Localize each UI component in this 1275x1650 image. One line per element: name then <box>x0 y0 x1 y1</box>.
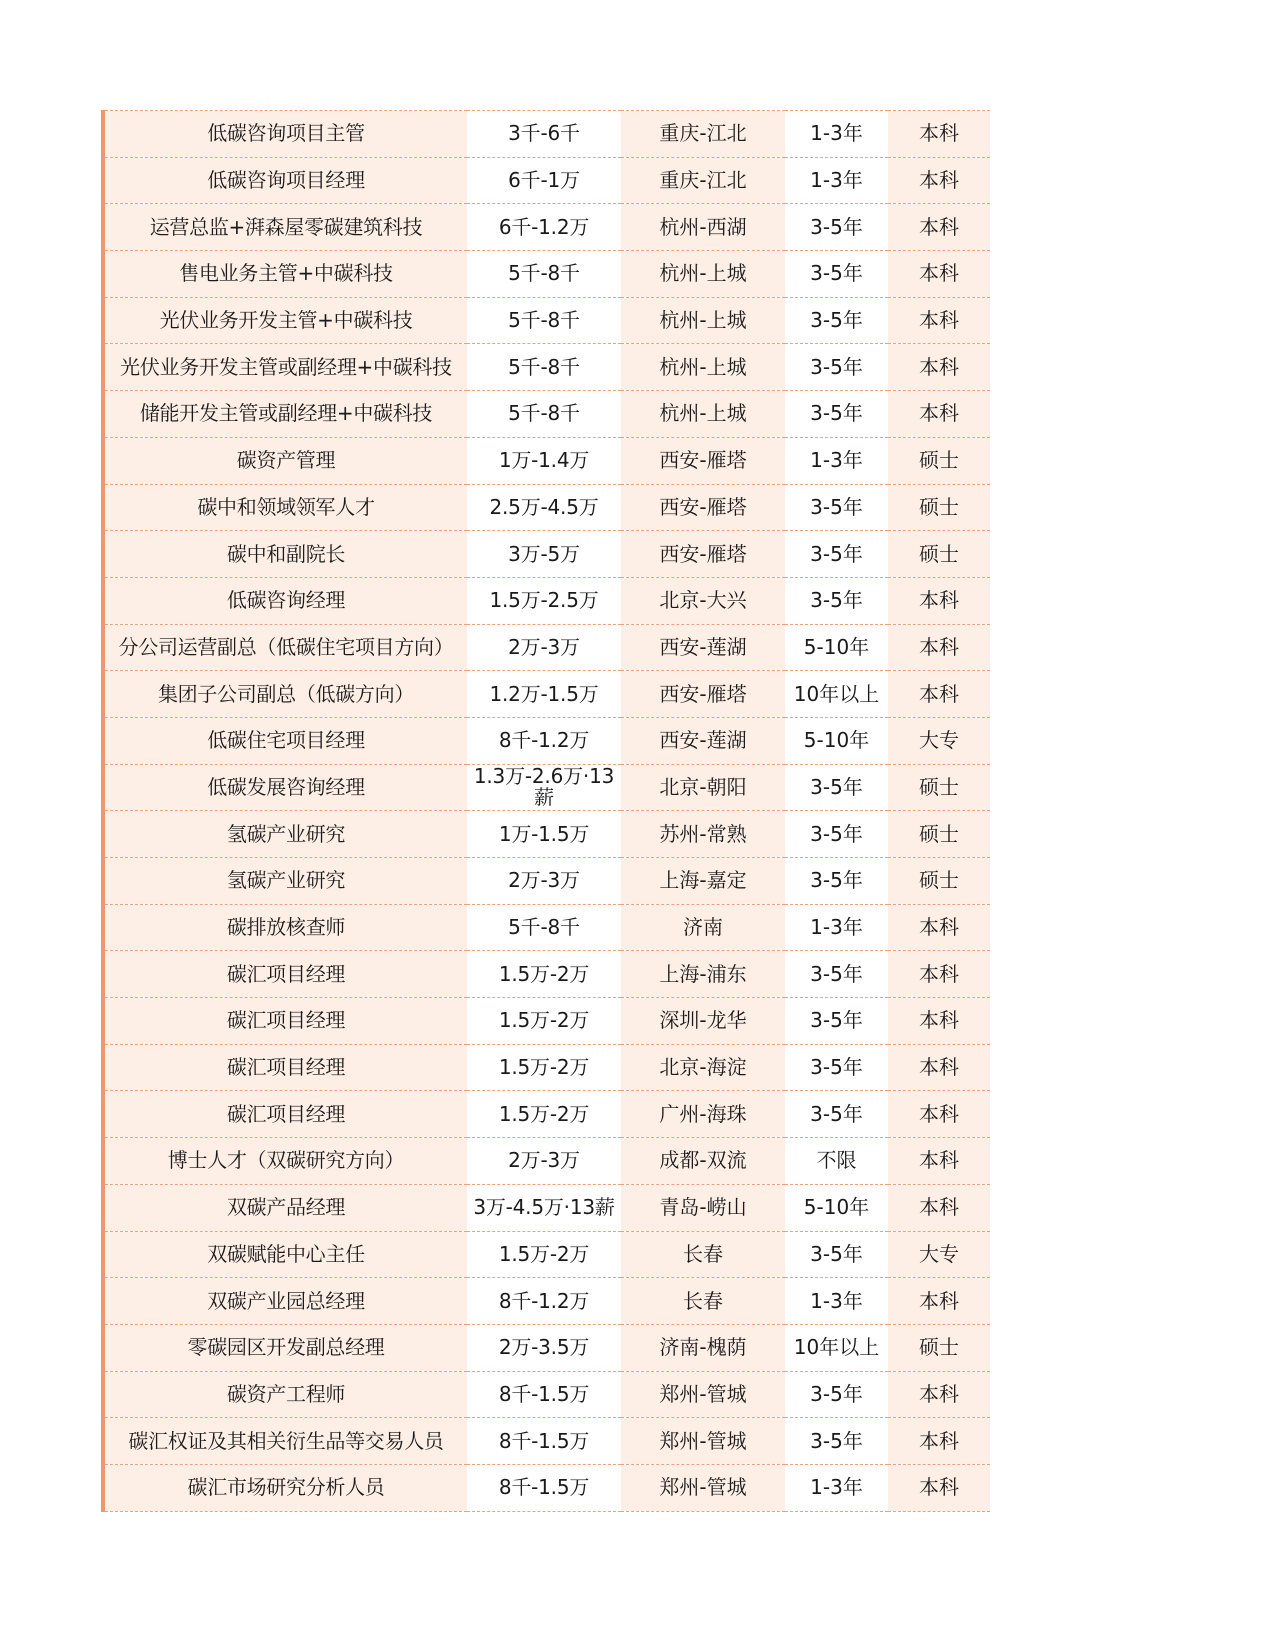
job-title-cell: 碳汇项目经理 <box>105 998 467 1045</box>
table-row <box>105 811 990 858</box>
table-row <box>105 951 990 998</box>
table-row <box>105 764 990 811</box>
table-row <box>105 204 990 251</box>
location-cell: 上海-嘉定 <box>621 858 785 905</box>
location-cell: 西安-莲湖 <box>621 717 785 764</box>
location-cell: 北京-朝阳 <box>621 764 785 811</box>
salary-cell: 6千-1万 <box>467 157 621 204</box>
education-cell: 大专 <box>888 717 990 764</box>
experience-cell: 3-5年 <box>785 1418 888 1465</box>
education-cell: 本科 <box>888 204 990 251</box>
education-cell: 本科 <box>888 998 990 1045</box>
salary-cell: 3千-6千 <box>467 111 621 158</box>
education-cell: 本科 <box>888 904 990 951</box>
experience-cell: 3-5年 <box>785 577 888 624</box>
experience-cell: 3-5年 <box>785 204 888 251</box>
table-row <box>105 1091 990 1138</box>
experience-cell: 3-5年 <box>785 484 888 531</box>
job-table-body <box>105 111 990 1512</box>
experience-cell: 3-5年 <box>785 1371 888 1418</box>
salary-cell: 2万-3.5万 <box>467 1324 621 1371</box>
table-row <box>105 717 990 764</box>
salary-cell: 1.2万-1.5万 <box>467 671 621 718</box>
job-title-cell: 碳排放核查师 <box>105 904 467 951</box>
education-cell: 本科 <box>888 577 990 624</box>
experience-cell: 3-5年 <box>785 531 888 578</box>
salary-cell: 3万-4.5万·13薪 <box>467 1184 621 1231</box>
education-cell: 本科 <box>888 1184 990 1231</box>
location-cell: 西安-雁塔 <box>621 671 785 718</box>
table-row <box>105 904 990 951</box>
salary-cell: 5千-8千 <box>467 344 621 391</box>
salary-cell: 6千-1.2万 <box>467 204 621 251</box>
job-title-cell: 零碳园区开发副总经理 <box>105 1324 467 1371</box>
job-title-cell: 低碳咨询项目主管 <box>105 111 467 158</box>
job-title-cell: 双碳赋能中心主任 <box>105 1231 467 1278</box>
table-row <box>105 531 990 578</box>
job-title-cell: 碳汇项目经理 <box>105 1091 467 1138</box>
salary-cell: 1.5万-2万 <box>467 951 621 998</box>
education-cell: 硕士 <box>888 1324 990 1371</box>
salary-cell: 1.5万-2万 <box>467 1044 621 1091</box>
education-cell: 本科 <box>888 1091 990 1138</box>
job-title-cell: 碳资产管理 <box>105 437 467 484</box>
table-row <box>105 1324 990 1371</box>
job-title-cell: 储能开发主管或副经理+中碳科技 <box>105 391 467 438</box>
table-row <box>105 1044 990 1091</box>
salary-cell: 2万-3万 <box>467 858 621 905</box>
location-cell: 郑州-管城 <box>621 1418 785 1465</box>
salary-cell: 8千-1.5万 <box>467 1418 621 1465</box>
experience-cell: 3-5年 <box>785 1231 888 1278</box>
salary-cell: 2.5万-4.5万 <box>467 484 621 531</box>
education-cell: 硕士 <box>888 437 990 484</box>
location-cell: 杭州-上城 <box>621 251 785 298</box>
location-cell: 上海-浦东 <box>621 951 785 998</box>
location-cell: 西安-雁塔 <box>621 484 785 531</box>
experience-cell: 1-3年 <box>785 111 888 158</box>
table-row <box>105 484 990 531</box>
location-cell: 济南 <box>621 904 785 951</box>
table-row <box>105 1231 990 1278</box>
experience-cell: 3-5年 <box>785 764 888 811</box>
table-row <box>105 671 990 718</box>
location-cell: 长春 <box>621 1278 785 1325</box>
table-row <box>105 858 990 905</box>
experience-cell: 5-10年 <box>785 1184 888 1231</box>
education-cell: 本科 <box>888 951 990 998</box>
location-cell: 济南-槐荫 <box>621 1324 785 1371</box>
salary-cell: 8千-1.5万 <box>467 1464 621 1511</box>
job-title-cell: 碳汇市场研究分析人员 <box>105 1464 467 1511</box>
salary-cell: 1万-1.4万 <box>467 437 621 484</box>
table-row <box>105 1184 990 1231</box>
experience-cell: 3-5年 <box>785 1044 888 1091</box>
education-cell: 本科 <box>888 251 990 298</box>
experience-cell: 1-3年 <box>785 157 888 204</box>
education-cell: 硕士 <box>888 764 990 811</box>
location-cell: 杭州-上城 <box>621 344 785 391</box>
job-title-cell: 双碳产业园总经理 <box>105 1278 467 1325</box>
table-row <box>105 1138 990 1185</box>
job-title-cell: 光伏业务开发主管+中碳科技 <box>105 297 467 344</box>
location-cell: 杭州-上城 <box>621 391 785 438</box>
job-title-cell: 售电业务主管+中碳科技 <box>105 251 467 298</box>
location-cell: 北京-大兴 <box>621 577 785 624</box>
job-title-cell: 低碳发展咨询经理 <box>105 764 467 811</box>
job-title-cell: 碳汇项目经理 <box>105 951 467 998</box>
job-title-cell: 碳汇权证及其相关衍生品等交易人员 <box>105 1418 467 1465</box>
experience-cell: 10年以上 <box>785 671 888 718</box>
location-cell: 西安-雁塔 <box>621 437 785 484</box>
location-cell: 重庆-江北 <box>621 111 785 158</box>
job-title-cell: 氢碳产业研究 <box>105 811 467 858</box>
experience-cell: 5-10年 <box>785 717 888 764</box>
location-cell: 郑州-管城 <box>621 1371 785 1418</box>
experience-cell: 3-5年 <box>785 998 888 1045</box>
table-row <box>105 577 990 624</box>
education-cell: 硕士 <box>888 484 990 531</box>
salary-cell: 8千-1.5万 <box>467 1371 621 1418</box>
table-row <box>105 1371 990 1418</box>
table-row <box>105 251 990 298</box>
education-cell: 本科 <box>888 297 990 344</box>
education-cell: 硕士 <box>888 531 990 578</box>
education-cell: 本科 <box>888 1418 990 1465</box>
education-cell: 硕士 <box>888 811 990 858</box>
salary-cell: 5千-8千 <box>467 391 621 438</box>
table-row <box>105 157 990 204</box>
experience-cell: 1-3年 <box>785 1464 888 1511</box>
job-title-cell: 氢碳产业研究 <box>105 858 467 905</box>
education-cell: 本科 <box>888 1278 990 1325</box>
experience-cell: 3-5年 <box>785 391 888 438</box>
location-cell: 杭州-西湖 <box>621 204 785 251</box>
job-title-cell: 碳中和领域领军人才 <box>105 484 467 531</box>
job-title-cell: 光伏业务开发主管或副经理+中碳科技 <box>105 344 467 391</box>
education-cell: 硕士 <box>888 858 990 905</box>
table-row <box>105 437 990 484</box>
education-cell: 大专 <box>888 1231 990 1278</box>
education-cell: 本科 <box>888 157 990 204</box>
location-cell: 郑州-管城 <box>621 1464 785 1511</box>
job-title-cell: 碳汇项目经理 <box>105 1044 467 1091</box>
salary-cell: 1万-1.5万 <box>467 811 621 858</box>
experience-cell: 3-5年 <box>785 858 888 905</box>
table-row <box>105 1278 990 1325</box>
experience-cell: 1-3年 <box>785 1278 888 1325</box>
education-cell: 本科 <box>888 671 990 718</box>
salary-cell: 5千-8千 <box>467 251 621 298</box>
job-title-cell: 分公司运营副总（低碳住宅项目方向） <box>105 624 467 671</box>
education-cell: 本科 <box>888 1371 990 1418</box>
education-cell: 本科 <box>888 624 990 671</box>
experience-cell: 1-3年 <box>785 904 888 951</box>
salary-cell: 2万-3万 <box>467 624 621 671</box>
experience-cell: 3-5年 <box>785 951 888 998</box>
job-title-cell: 运营总监+湃森屋零碳建筑科技 <box>105 204 467 251</box>
job-title-cell: 低碳咨询项目经理 <box>105 157 467 204</box>
education-cell: 本科 <box>888 111 990 158</box>
job-title-cell: 低碳住宅项目经理 <box>105 717 467 764</box>
salary-cell: 1.3万-2.6万·13薪 <box>467 764 621 811</box>
location-cell: 深圳-龙华 <box>621 998 785 1045</box>
experience-cell: 3-5年 <box>785 811 888 858</box>
experience-cell: 3-5年 <box>785 1091 888 1138</box>
salary-cell: 1.5万-2万 <box>467 998 621 1045</box>
experience-cell: 5-10年 <box>785 624 888 671</box>
salary-cell: 8千-1.2万 <box>467 1278 621 1325</box>
experience-cell: 1-3年 <box>785 437 888 484</box>
education-cell: 本科 <box>888 344 990 391</box>
location-cell: 成都-双流 <box>621 1138 785 1185</box>
location-cell: 长春 <box>621 1231 785 1278</box>
table-row <box>105 111 990 158</box>
salary-cell: 5千-8千 <box>467 904 621 951</box>
table-row <box>105 624 990 671</box>
salary-cell: 3万-5万 <box>467 531 621 578</box>
job-table <box>105 110 990 1512</box>
salary-cell: 1.5万-2.5万 <box>467 577 621 624</box>
job-title-cell: 集团子公司副总（低碳方向） <box>105 671 467 718</box>
location-cell: 苏州-常熟 <box>621 811 785 858</box>
table-row <box>105 391 990 438</box>
education-cell: 本科 <box>888 1138 990 1185</box>
job-title-cell: 双碳产品经理 <box>105 1184 467 1231</box>
experience-cell: 不限 <box>785 1138 888 1185</box>
experience-cell: 3-5年 <box>785 344 888 391</box>
table-row <box>105 297 990 344</box>
salary-cell: 2万-3万 <box>467 1138 621 1185</box>
salary-cell: 8千-1.2万 <box>467 717 621 764</box>
experience-cell: 3-5年 <box>785 251 888 298</box>
location-cell: 青岛-崂山 <box>621 1184 785 1231</box>
table-row <box>105 1418 990 1465</box>
job-title-cell: 碳中和副院长 <box>105 531 467 578</box>
experience-cell: 3-5年 <box>785 297 888 344</box>
location-cell: 西安-雁塔 <box>621 531 785 578</box>
table-row <box>105 344 990 391</box>
table-row <box>105 998 990 1045</box>
education-cell: 本科 <box>888 1044 990 1091</box>
salary-cell: 1.5万-2万 <box>467 1091 621 1138</box>
education-cell: 本科 <box>888 391 990 438</box>
location-cell: 杭州-上城 <box>621 297 785 344</box>
job-title-cell: 博士人才（双碳研究方向） <box>105 1138 467 1185</box>
location-cell: 广州-海珠 <box>621 1091 785 1138</box>
job-title-cell: 低碳咨询经理 <box>105 577 467 624</box>
education-cell: 本科 <box>888 1464 990 1511</box>
location-cell: 重庆-江北 <box>621 157 785 204</box>
location-cell: 北京-海淀 <box>621 1044 785 1091</box>
location-cell: 西安-莲湖 <box>621 624 785 671</box>
job-title-cell: 碳资产工程师 <box>105 1371 467 1418</box>
experience-cell: 10年以上 <box>785 1324 888 1371</box>
salary-cell: 5千-8千 <box>467 297 621 344</box>
job-listing-sheet <box>101 110 994 1512</box>
table-row <box>105 1464 990 1511</box>
salary-cell: 1.5万-2万 <box>467 1231 621 1278</box>
